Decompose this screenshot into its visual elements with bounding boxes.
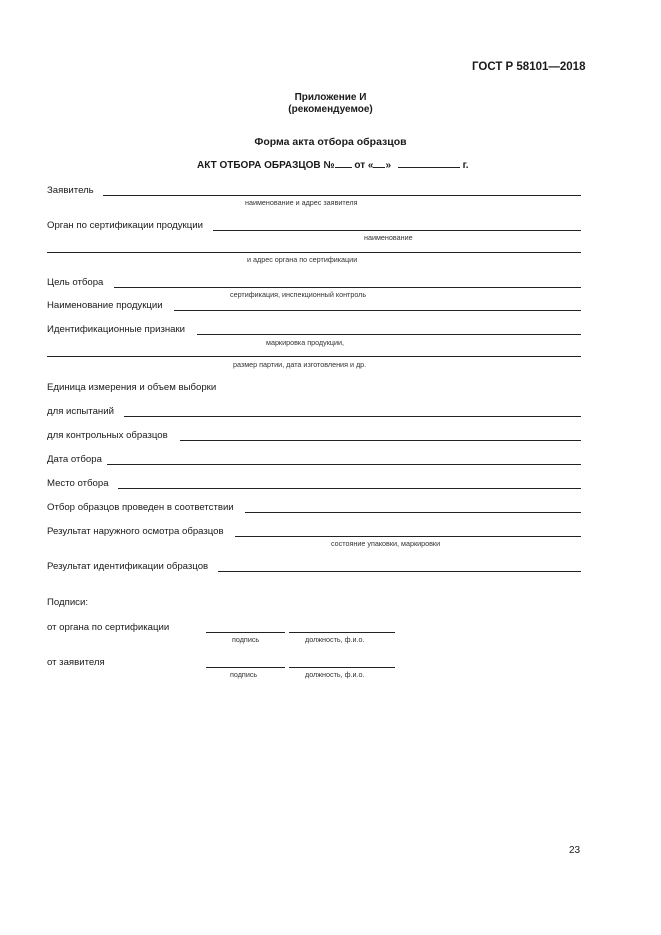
- signatures-title: Подписи:: [47, 597, 88, 608]
- standard-number: ГОСТ Р 58101—2018: [472, 61, 586, 73]
- inspection-line: [235, 536, 581, 537]
- ident-result-label: Результат идентификации образцов: [47, 561, 209, 572]
- cert-body-line: [213, 230, 581, 231]
- inspection-label: Результат наружного осмотра образцов: [47, 526, 224, 537]
- act-day-blank: [373, 167, 385, 168]
- for-tests-label: для испытаний: [47, 406, 114, 417]
- sign-cert-body-signature-line: [206, 632, 285, 633]
- sign-cert-body-position-caption: должность, ф.и.о.: [305, 635, 365, 644]
- annex-title: Приложение И: [294, 92, 367, 103]
- cert-body-caption-address: и адрес органа по сертификации: [247, 255, 358, 264]
- sign-cert-body-label: от органа по сертификации: [47, 622, 170, 633]
- act-number-label: АКТ ОТБОРА ОБРАЗЦОВ №: [197, 160, 335, 171]
- act-date-prefix: от «: [354, 160, 374, 171]
- place-label: Место отбора: [47, 478, 109, 489]
- unit-label: Единица измерения и объем выборки: [47, 382, 217, 393]
- sign-cert-body-sign-caption: подпись: [232, 635, 260, 644]
- purpose-line: [114, 287, 581, 288]
- cert-body-label: Орган по сертификации продукции: [47, 220, 203, 231]
- ident-caption-marking: маркировка продукции,: [266, 338, 345, 347]
- date-label: Дата отбора: [47, 454, 102, 465]
- act-month-blank: [398, 167, 460, 168]
- sign-applicant-position-line: [289, 667, 395, 668]
- purpose-caption: сертификация, инспекционный контроль: [230, 290, 367, 299]
- date-line: [107, 464, 581, 465]
- for-control-line: [180, 440, 581, 441]
- conducted-label: Отбор образцов проведен в соответствии: [47, 502, 234, 513]
- sign-applicant-position-caption: должность, ф.и.о.: [305, 670, 365, 679]
- ident-caption-batch: размер партии, дата изготовления и др.: [233, 360, 367, 369]
- ident-marks-label: Идентификационные признаки: [47, 324, 186, 335]
- act-heading: [197, 160, 469, 171]
- ident-result-line: [218, 571, 581, 572]
- page-number: 23: [569, 845, 581, 856]
- product-line: [174, 310, 581, 311]
- act-date-quote-close: »: [385, 160, 392, 171]
- for-control-label: для контрольных образцов: [47, 430, 168, 441]
- for-tests-line: [124, 416, 581, 417]
- applicant-label: Заявитель: [47, 185, 94, 196]
- sign-applicant-sign-caption: подпись: [230, 670, 258, 679]
- sign-applicant-label: от заявителя: [47, 657, 105, 668]
- act-number-blank: [335, 167, 352, 168]
- sign-applicant-signature-line: [206, 667, 285, 668]
- cert-body-caption-name: наименование: [364, 233, 413, 242]
- ident-marks-line: [197, 334, 581, 335]
- annex-subtitle: (рекомендуемое): [288, 104, 373, 115]
- applicant-caption: наименование и адрес заявителя: [245, 198, 358, 207]
- conducted-line: [245, 512, 581, 513]
- ident-marks-line-2: [47, 356, 581, 357]
- sign-cert-body-position-line: [289, 632, 395, 633]
- cert-body-line-2: [47, 252, 581, 253]
- act-year-suffix: г.: [462, 160, 469, 171]
- place-line: [118, 488, 581, 489]
- product-label: Наименование продукции: [47, 300, 163, 311]
- form-title: Форма акта отбора образцов: [254, 136, 407, 148]
- purpose-label: Цель отбора: [47, 277, 104, 288]
- applicant-line: [103, 195, 581, 196]
- inspection-caption: состояние упаковки, маркировки: [331, 539, 441, 548]
